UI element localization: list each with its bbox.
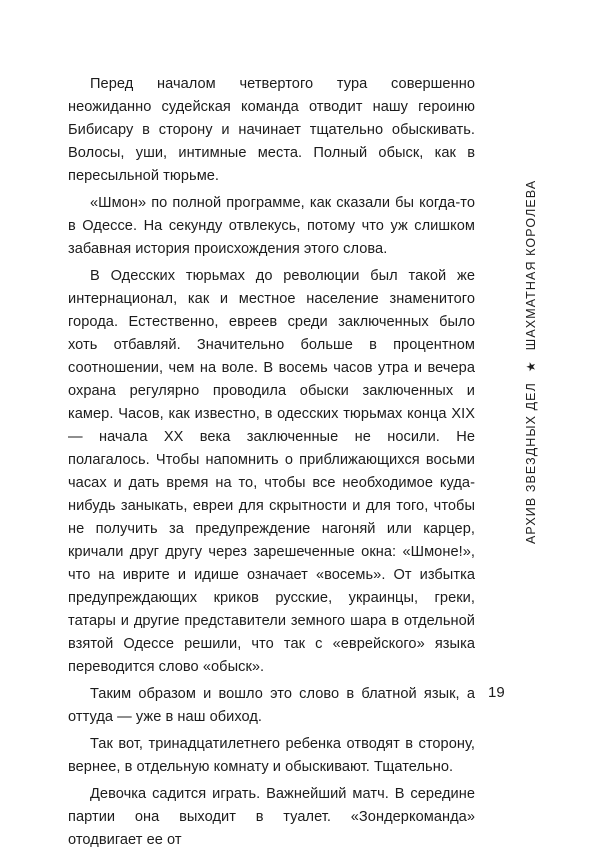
- paragraph-2: «Шмон» по полной программе, как сказали бы когда-то в Одессе. На секунду отвлекусь, потому что уж слишком забавная история происхождения этого слова.: [68, 195, 475, 257]
- star-icon: ★: [524, 360, 538, 373]
- page-number: 19: [488, 684, 505, 701]
- paragraph-3: В Одесских тюрьмах до революции был такой же интернационал, как и местное население знаменитого города. Естественно, евреев среди заключенных было хоть отбавляй. Значительно больше в процентном соотношении, чем на воле. В восемь часов утра и вечера охрана регулярно проводила обыски заключенных и камер. Часов, как известно, в одесских тюрьмах конца XIX — начала XX века заключенные не носили. Не полагалось. Чтобы напомнить о приближающихся восьми часах и дать время на то, чтобы все необходимое куда-нибудь заныкать, евреи для скрытности и для того, чтобы не получить за предупреждение нагоняй или карцер, кричали друг другу через зарешеченные окна: «Шмоне!», что на иврите и идише означает «восемь». От избытка предупреждающих криков русские, украинцы, греки, татары и другие представители земного шара в отдельной взятой Одессе решили, что так с «еврейского» языка переводится слово «обыск».: [68, 268, 475, 675]
- body-text: [68, 73, 475, 856]
- book-title: ШАХМАТНАЯ КОРОЛЕВА: [524, 179, 538, 351]
- series-title: АРХИВ ЗВЕЗДНЫХ ДЕЛ: [524, 382, 538, 544]
- paragraph-5: Так вот, тринадцатилетнего ребенка отводят в сторону, вернее, в отдельную комнату и обыскивают. Тщательно.: [68, 736, 475, 775]
- paragraph-1: Перед началом четвертого тура совершенно неожиданно судейская команда отводит нашу героиню Бибисару в сторону и начинает тщательно обыскивать. Волосы, уши, интимные места. Полный обыск, как в пересыльной тюрьме.: [68, 76, 475, 184]
- running-head-text: [524, 180, 538, 544]
- paragraph-6: Девочка садится играть. Важнейший матч. В середине партии она выходит в туалет. «Зондеркоманда» отодвигает ее от: [68, 786, 475, 848]
- paragraph-4: Таким образом и вошло это слово в блатной язык, а оттуда — уже в наш обиход.: [68, 686, 475, 725]
